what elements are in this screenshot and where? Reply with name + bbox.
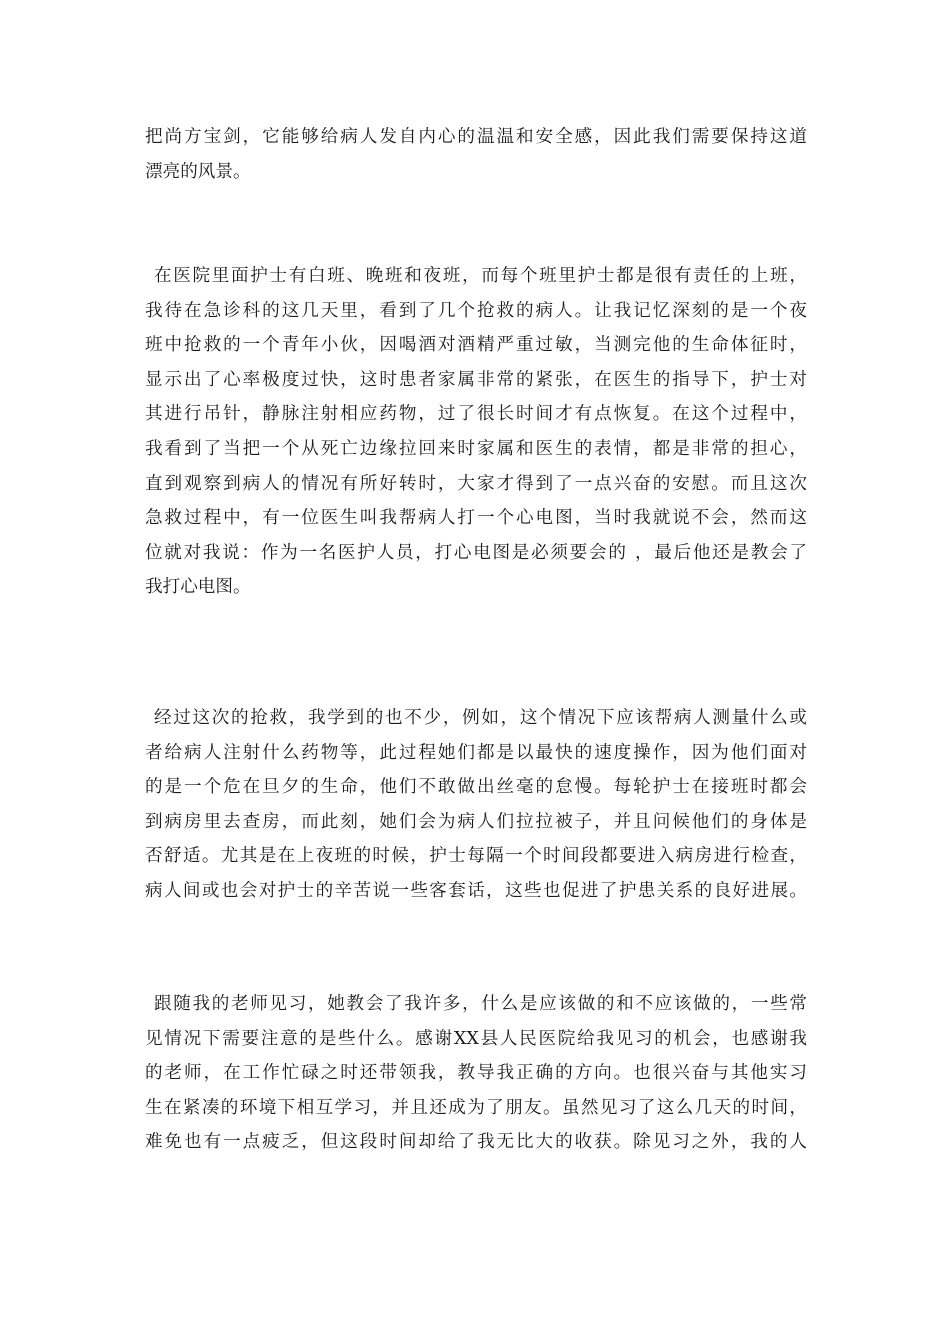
text-line: 急救过程中，有一位医生叫我帮病人打一个心电图，当时我就说不会，然而这 bbox=[145, 508, 807, 529]
text-line: 其进行吊针，静脉注射相应药物，过了很长时间才有点恢复。在这个过程中， bbox=[145, 404, 807, 425]
text-line: 位就对我说：作为一名医护人员，打心电图是必须要会的 ，最后他还是教会了 bbox=[145, 542, 807, 563]
text-line: 我待在急诊科的这几天里，看到了几个抢救的病人。让我记忆深刻的是一个夜 bbox=[145, 300, 807, 321]
text-line: 者给病人注射什么药物等，此过程她们都是以最快的速度操作，因为他们面对 bbox=[145, 742, 807, 763]
text-line: 病人间或也会对护士的辛苦说一些客套话，这些也促进了护患关系的良好进展。 bbox=[145, 880, 807, 901]
text-line: 跟随我的老师见习，她教会了我许多，什么是应该做的和不应该做的，一些常 bbox=[154, 994, 807, 1014]
text-line: 显示出了心率极度过快，这时患者家属非常的紧张，在医生的指导下，护士对 bbox=[145, 369, 807, 390]
paragraph-1 bbox=[145, 120, 807, 189]
text-line: 生在紧凑的环境下相互学习，并且还成为了朋友。虽然见习了这么几天的时间， bbox=[145, 1097, 807, 1118]
text-line: 否舒适。尤其是在上夜班的时候，护士每隔一个时间段都要进入病房进行检查， bbox=[145, 846, 807, 867]
text-line: 的是一个危在旦夕的生命，他们不敢做出丝毫的怠慢。每轮护士在接班时都会 bbox=[145, 777, 807, 798]
text-line: 漂亮的风景。 bbox=[145, 161, 251, 182]
text-line: 见情况下需要注意的是些什么。感谢XX县人民医院给我见习的机会，也感谢我 bbox=[145, 1028, 807, 1049]
paragraph-4 bbox=[145, 987, 807, 1160]
text-line: 直到观察到病人的情况有所好转时，大家才得到了一点兴奋的安慰。而且这次 bbox=[145, 473, 807, 494]
text-line: 我看到了当把一个从死亡边缘拉回来时家属和医生的表情，都是非常的担心， bbox=[145, 438, 807, 459]
text-line: 的老师，在工作忙碌之时还带领我，教导我正确的方向。也很兴奋与其他实习 bbox=[145, 1063, 807, 1084]
text-line: 经过这次的抢救，我学到的也不少，例如，这个情况下应该帮病人测量什么或 bbox=[154, 708, 807, 728]
paragraph-3 bbox=[145, 701, 807, 909]
text-line: 在医院里面护士有白班、晚班和夜班，而每个班里护士都是很有责任的上班， bbox=[154, 266, 807, 286]
text-line: 到病房里去查房，而此刻，她们会为病人们拉拉被子，并且问候他们的身体是 bbox=[145, 811, 807, 832]
text-line: 班中抢救的一个青年小伙，因喝酒对酒精严重过敏，当测完他的生命体征时， bbox=[145, 335, 807, 356]
text-line: 难免也有一点疲乏，但这段时间却给了我无比大的收获。除见习之外，我的人 bbox=[145, 1132, 807, 1153]
text-line: 我打心电图。 bbox=[145, 577, 251, 598]
text-line: 把尚方宝剑，它能够给病人发自内心的温温和安全感，因此我们需要保持这道 bbox=[145, 127, 807, 147]
paragraph-2 bbox=[145, 259, 807, 605]
